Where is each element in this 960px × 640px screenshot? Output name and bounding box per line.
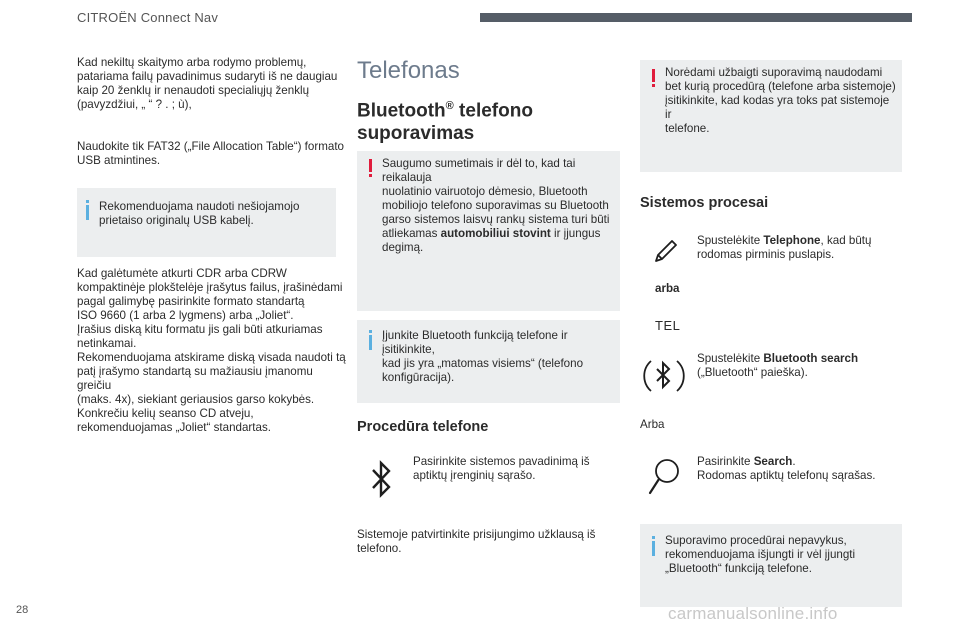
info-box-bluetooth (357, 320, 620, 403)
tel-label: TEL (655, 318, 681, 333)
warning-box-safety (357, 151, 620, 311)
heading-line-2: suporavimas (357, 123, 475, 145)
warning-icon (652, 69, 655, 82)
filename-paragraph: Kad nekiltų skaitymo arba rodymo problemų, patariama failų pavadinimus sudaryti iš ne daugiau kaip 20 ženklų ir nenaudoti specialiųjų ženklų (pavyzdžiui, „ “ ? . ; ù), (77, 56, 338, 111)
info-box-failure (640, 524, 902, 607)
header-bar (480, 13, 912, 22)
arba-text: Arba (640, 418, 665, 431)
watermark: carmanualsonline.info (668, 604, 838, 623)
system-procedures-title: Sistemos procesai (640, 195, 769, 211)
info-usb-text: Rekomenduojama naudoti nešiojamojo prietaiso originalų USB kabelį. (99, 200, 300, 227)
warning-safety-text (382, 157, 618, 255)
step-search (697, 455, 902, 483)
bluetooth-heading (357, 95, 597, 145)
heading-word-telefono: telefono (453, 100, 533, 122)
step-telephone (697, 234, 897, 262)
step-text: Spustelėkite (697, 352, 764, 365)
info-icon (86, 205, 89, 220)
procedure-phone-title: Procedūra telefone (357, 419, 489, 435)
heading-word-bluetooth: Bluetooth (357, 100, 446, 122)
bluetooth-search-icon (640, 352, 688, 400)
magnifier-icon (645, 455, 685, 499)
info-bluetooth-text: Įjunkite Bluetooth funkciją telefone ir įsitikinkite, kad jis yra „matomas visiems“ (telefono konfigūracija). (382, 329, 584, 384)
info-box-usb (77, 188, 336, 257)
warning-icon (369, 159, 372, 172)
info-icon (369, 335, 372, 350)
step-text-bold: Search (753, 455, 793, 468)
warning-code-text: Norėdami užbaigti suporavimą naudodami bet kurią procedūrą (telefone arba sistemoje) įsitikinkite, kad kodas yra toks pat sistemoje ir telefone. (665, 66, 896, 135)
info-icon (652, 541, 655, 556)
warning-text-part: Saugumo sumetimais ir dėl to, kad tai reikalauja nuolatinio vairuotojo dėmesio, Bluetooth mobiliojo telefono suporavimas su Bluetooth garso sistemos laisvų rankų sistema turi būti atliekamas (382, 157, 610, 240)
page-number: 28 (16, 604, 29, 616)
step-text: Spustelėkite (697, 234, 764, 247)
step-text-bold: Bluetooth search (763, 352, 859, 365)
info-failure-text: Suporavimo procedūrai nepavykus, rekomenduojama išjungti ir vėl įjungti „Bluetooth“ funkciją telefone. (665, 534, 856, 575)
step-text-end: , kad būtų rodomas pirminis puslapis. (697, 234, 872, 261)
bluetooth-icon (370, 460, 394, 498)
step-text-bold: Telephone (763, 234, 821, 247)
step-text-end: . Rodomas aptiktų telefonų sąrašas. (697, 455, 876, 482)
registered-mark: ® (445, 100, 454, 112)
confirm-paragraph: Sistemoje patvirtinkite prisijungimo užklausą iš telefono. (357, 528, 596, 555)
step-text-end: („Bluetooth“ paieška). (697, 366, 808, 379)
step-text: Pasirinkite (697, 455, 754, 468)
warning-text-bold: automobiliui stovint (440, 227, 551, 240)
running-header: CITROËN Connect Nav (77, 10, 219, 25)
warning-text-end: ir įjungus degimą. (382, 227, 601, 254)
fat32-paragraph: Naudokite tik FAT32 („File Allocation Table“) formato USB atmintines. (77, 140, 344, 167)
section-title: Telefonas (357, 57, 460, 84)
step-select-system: Pasirinkite sistemos pavadinimą iš aptiktų įrenginių sąrašo. (413, 455, 590, 482)
cd-paragraph: Kad galėtumėte atkurti CDR arba CDRW kompaktinėje plokštelėje įrašytus failus, įrašinėdami pagal galimybę pasirinkite formato standartą ISO 9660 (1 arba 2 lygmens) arba „Joliet“. Įrašius diską kitu formatu jis gali būti atkuriamas netinkamai. Rekomenduojama atskirame diską visada naudoti tą patį įrašymo standartą su mažiausiu įmanomu greičiu (maks. 4x), siekiant geriausios garso kokybės. Konkrečiu kelių seanso CD atveju, rekomenduojamas „Joliet“ standartas. (77, 267, 346, 434)
arba-label: arba (655, 282, 680, 295)
step-bluetooth-search (697, 352, 897, 380)
pen-icon (650, 237, 680, 267)
warning-box-code (640, 60, 902, 172)
